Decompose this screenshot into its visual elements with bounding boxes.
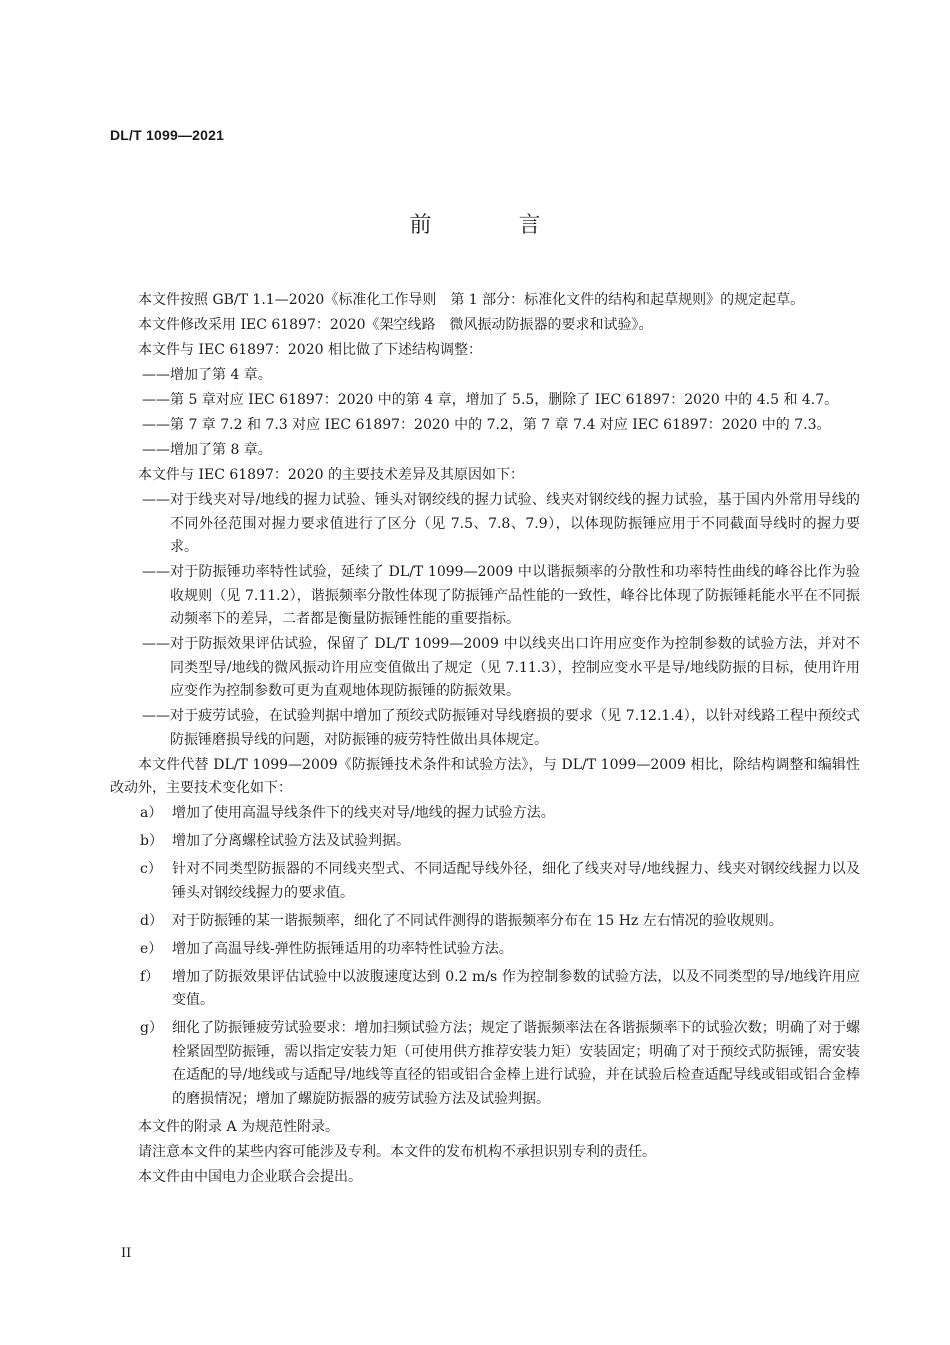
technical-difference-text: 对于防振锤功率特性试验，延续了 DL/T 1099—2009 中以谐振频率的分散性和功率特性曲线的峰谷比作为验收规则（见 7.11.2），谐振频率分散性体现了防振锤产品性能的一致性，峰谷比体现了防振锤耗能水平在不同振动频率下的差异，二者都是衡量防振锤性能的重要指标。 bbox=[170, 564, 860, 627]
paragraph-drafting-basis: 本文件按照 GB/T 1.1—2020《标准化工作导则 第 1 部分：标准化文件的结构和起草规则》的规定起草。 bbox=[138, 292, 805, 308]
page-title: 前 言 bbox=[409, 213, 581, 238]
dash-mark: —— bbox=[142, 492, 170, 508]
document-body bbox=[110, 289, 860, 1191]
item-label: g） bbox=[140, 1020, 163, 1036]
structure-change-text: 第 7 章 7.2 和 7.3 对应 IEC 61897：2020 中的 7.2，第 7 章 7.4 对应 IEC 61897：2020 中的 7.3。 bbox=[170, 417, 831, 433]
dash-mark: —— bbox=[142, 442, 170, 458]
main-change-item bbox=[110, 910, 860, 934]
technical-difference-text: 对于线夹对导/地线的握力试验、锤头对钢绞线的握力试验、线夹对钢绞线的握力试验，基于国内外常用导线的不同外径范围对握力要求值进行了区分（见 7.5、7.8、7.9），以体现防振锤应用于不同截面导线时的握力要求。 bbox=[170, 492, 860, 555]
item-text: 增加了防振效果评估试验中以波腹速度达到 0.2 m/s 作为控制参数的试验方法，以及不同类型的导/地线许用应变值。 bbox=[172, 968, 860, 1008]
main-change-item bbox=[110, 858, 860, 905]
structure-change-text: 增加了第 4 章。 bbox=[170, 367, 272, 383]
structure-change-item bbox=[110, 389, 860, 413]
paragraph-proposer: 本文件由中国电力企业联合会提出。 bbox=[138, 1168, 362, 1185]
technical-difference-text: 对于防振效果评估试验，保留了 DL/T 1099—2009 中以线夹出口许用应变作为控制参数的试验方法，并对不同类型导/地线的微风振动许用应变值做出了规定（见 7.11.3），控制应变水平是导/地线防振的目标，使用许用应变作为控制参数可更为直观地体现防振锤的防振效果。 bbox=[170, 636, 860, 699]
paragraph-patent-notice: 请注意本文件的某些内容可能涉及专利。本文件的发布机构不承担识别专利的责任。 bbox=[138, 1143, 656, 1160]
item-label: c） bbox=[140, 861, 162, 877]
paragraph-structure-intro: 本文件与 IEC 61897：2020 相比做了下述结构调整： bbox=[138, 342, 482, 358]
dash-mark: —— bbox=[142, 417, 170, 433]
structure-change-text: 增加了第 8 章。 bbox=[170, 442, 272, 458]
dash-mark: —— bbox=[142, 367, 170, 383]
paragraph-differences-intro: 本文件与 IEC 61897：2020 的主要技术差异及其原因如下： bbox=[138, 467, 524, 483]
item-label: a） bbox=[140, 805, 163, 821]
structure-change-item bbox=[110, 364, 860, 388]
main-change-item bbox=[110, 830, 860, 854]
item-label: e） bbox=[140, 940, 163, 957]
main-change-item bbox=[110, 802, 860, 826]
dash-mark: —— bbox=[142, 392, 170, 408]
dash-mark: —— bbox=[142, 708, 170, 724]
item-text: 增加了高温导线-弹性防振锤适用的功率特性试验方法。 bbox=[172, 940, 513, 957]
item-label: f） bbox=[140, 968, 160, 985]
technical-difference-item bbox=[110, 633, 860, 704]
item-text: 增加了分离螺栓试验方法及试验判据。 bbox=[172, 833, 410, 849]
document-code: DL/T 1099—2021 bbox=[110, 127, 225, 143]
page-number: II bbox=[121, 1246, 132, 1261]
paragraph-appendix: 本文件的附录 A 为规范性附录。 bbox=[138, 1118, 340, 1135]
dash-mark: —— bbox=[142, 564, 170, 580]
paragraph-adoption: 本文件修改采用 IEC 61897：2020《架空线路 微风振动防振器的要求和试验》。 bbox=[138, 317, 653, 333]
item-label: d） bbox=[140, 912, 163, 929]
item-text: 针对不同类型防振器的不同线夹型式、不同适配导线外径，细化了线夹对导/地线握力、线夹对钢绞线握力以及锤头对钢绞线握力的要求值。 bbox=[172, 861, 860, 901]
structure-change-item bbox=[110, 439, 860, 463]
item-text: 增加了使用高温导线条件下的线夹对导/地线的握力试验方法。 bbox=[172, 805, 555, 821]
paragraph-replacement: 本文件代替 DL/T 1099—2009《防振锤技术条件和试验方法》，与 DL/T 1099—2009 相比，除结构调整和编辑性改动外，主要技术变化如下： bbox=[110, 756, 860, 796]
main-change-item bbox=[110, 966, 860, 1013]
dash-mark: —— bbox=[142, 636, 170, 652]
technical-difference-item bbox=[110, 489, 860, 560]
item-label: b） bbox=[140, 833, 163, 849]
item-text: 对于防振锤的某一谐振频率，细化了不同试件测得的谐振频率分布在 15 Hz 左右情况的验收规则。 bbox=[172, 912, 783, 929]
technical-difference-item bbox=[110, 705, 860, 752]
main-change-item bbox=[110, 938, 860, 962]
item-text: 细化了防振锤疲劳试验要求：增加扫频试验方法；规定了谐振频率法在各谐振频率下的试验次数；明确了对于螺栓紧固型防振锤，需以指定安装力矩（可使用供方推荐安装力矩）安装固定；明确了对于预绞式防振锤，需安装在适配的导/地线或与适配导/地线等直径的铝或铝合金棒上进行试验，并在试验后检查适配导线或铝或铝合金棒的磨损情况；增加了螺旋防振器的疲劳试验方法及试验判据。 bbox=[172, 1020, 860, 1107]
technical-difference-text: 对于疲劳试验，在试验判据中增加了预绞式防振锤对导线磨损的要求（见 7.12.1.4），以针对线路工程中预绞式防振锤磨损导线的问题，对防振锤的疲劳特性做出具体规定。 bbox=[170, 708, 860, 748]
structure-change-item bbox=[110, 414, 860, 438]
main-change-item bbox=[110, 1017, 860, 1111]
technical-difference-item bbox=[110, 561, 860, 632]
structure-change-text: 第 5 章对应 IEC 61897：2020 中的第 4 章，增加了 5.5，删除了 IEC 61897：2020 中的 4.5 和 4.7。 bbox=[170, 392, 839, 408]
